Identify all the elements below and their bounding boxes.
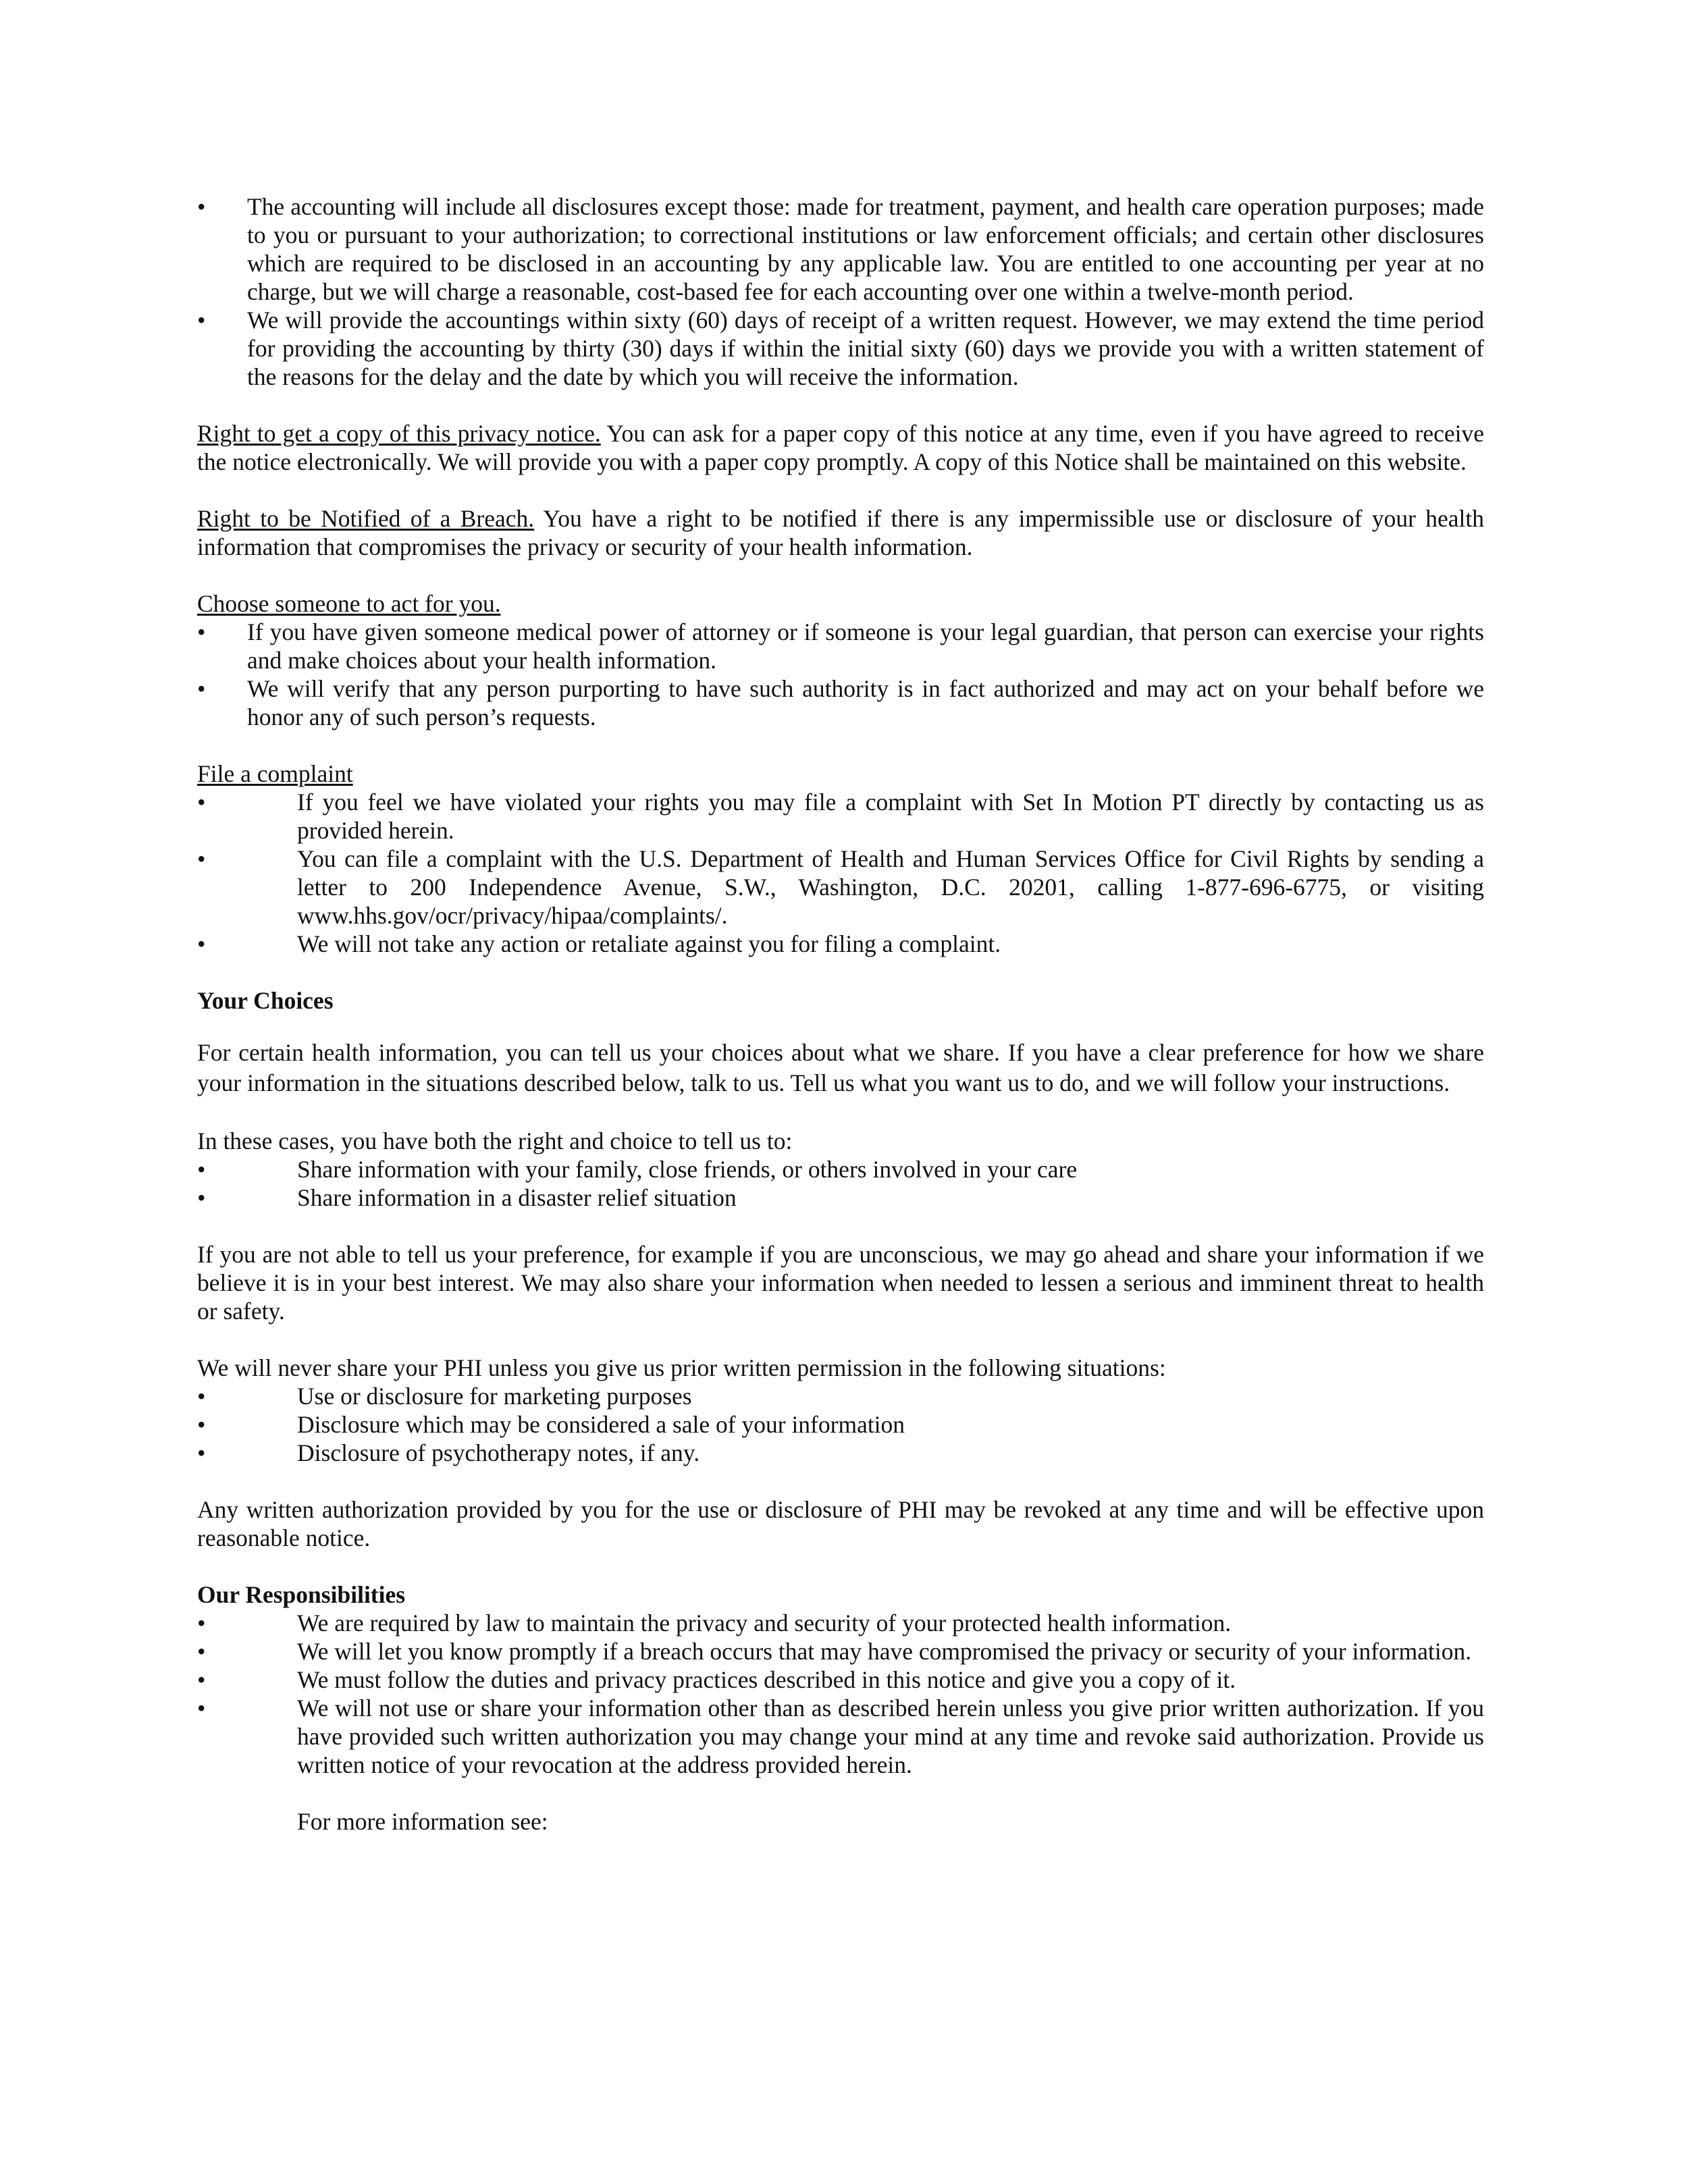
cases-list [197, 1155, 1484, 1212]
copy-notice-text: You can ask for a paper copy of this notice at any time, even if you have agreed to receive the notice electronically. We will provide you with a paper copy promptly. A copy of this Notice shall be maintained on this website. [197, 420, 1484, 475]
copy-notice-heading: Right to get a copy of this privacy notice. [197, 420, 601, 447]
complaint-heading-text: File a complaint [197, 760, 353, 787]
accounting-bullet-list [197, 192, 1484, 391]
your-choices-intro: For certain health information, you can tell us your choices about what we share. If you have a clear preference for how we share your information in the situations described below, talk to us. Tell us what you want us to do, and we will follow your instructions. [197, 1039, 1484, 1096]
complaint-list [197, 788, 1484, 958]
list-item: • We will verify that any person purporting to have such authority is in fact authorized and may act on your behalf before we honor any of such person’s requests. [197, 674, 1484, 731]
list-item: • If you have given someone medical power of attorney or if someone is your legal guardian, that person can exercise your rights and make choices about your health information. [197, 618, 1484, 674]
list-item: • We will not use or share your information other than as described herein unless you give prior written authorization. If you have provided such written authorization you may change your mind at any time and revoke said authorization. Provide us written notice of your revocation at the address provided herein. [197, 1694, 1484, 1779]
responsibilities-list [197, 1609, 1484, 1779]
list-item: • Disclosure of psychotherapy notes, if any. [197, 1439, 1484, 1467]
breach-notice-heading: Right to be Notified of a Breach. [197, 505, 535, 532]
list-item: • The accounting will include all disclosures except those: made for treatment, payment, and health care operation purposes; made to you or pursuant to your authorization; to correctional institutions or law enforcement officials; and certain other disclosures which are required to be disclosed in an accounting by any applicable law. You are entitled to one accounting per year at no charge, but we will charge a reasonable, cost-based fee for each accounting over one within a twelve-month period. [197, 192, 1484, 306]
list-item: • We will let you know promptly if a breach occurs that may have compromised the privacy or security of your information. [197, 1637, 1484, 1666]
your-choices-heading: Your Choices [197, 987, 334, 1014]
more-info-line: For more information see: [297, 1808, 548, 1835]
list-item: • We will not take any action or retaliate against you for filing a complaint. [197, 930, 1484, 958]
choose-someone-list [197, 618, 1484, 731]
choose-someone-heading-text: Choose someone to act for you. [197, 590, 501, 617]
breach-notice-paragraph [197, 504, 1484, 561]
list-item: • If you feel we have violated your rights you may file a complaint with Set In Motion PT directly by contacting us as provided herein. [197, 788, 1484, 845]
privacy-notice-page [197, 192, 1484, 1836]
list-item: • You can file a complaint with the U.S. Department of Health and Human Services Office for Civil Rights by sending a letter to 200 Independence Avenue, S.W., Washington, D.C. 20201, calling 1-877-696-6775, or visiting www.hhs.gov/ocr/privacy/hipaa/complaints/. [197, 845, 1484, 930]
list-item: • Disclosure which may be considered a sale of your information [197, 1410, 1484, 1439]
complaint-heading [197, 760, 1484, 788]
list-item: • Use or disclosure for marketing purposes [197, 1382, 1484, 1410]
list-item: • We are required by law to maintain the privacy and security of your protected health information. [197, 1609, 1484, 1637]
list-item: • Share information with your family, close friends, or others involved in your care [197, 1155, 1484, 1183]
revoke-paragraph: Any written authorization provided by you for the use or disclosure of PHI may be revoked at any time and will be effective upon reasonable notice. [197, 1496, 1484, 1551]
never-list [197, 1382, 1484, 1467]
responsibilities-heading: Our Responsibilities [197, 1581, 406, 1608]
breach-notice-text: You have a right to be notified if there is any impermissible use or disclosure of your health information that compromises the privacy or security of your health information. [197, 505, 1484, 560]
unable-paragraph: If you are not able to tell us your preference, for example if you are unconscious, we may go ahead and share your information if we believe it is in your best interest. We may also share your information when needed to lessen a serious and imminent threat to health or safety. [197, 1241, 1484, 1325]
copy-notice-paragraph [197, 419, 1484, 476]
list-item: • We will provide the accountings within sixty (60) days of receipt of a written request. However, we may extend the time period for providing the accounting by thirty (30) days if within the initial sixty (60) days we provide you with a written statement of the reasons for the delay and the date by which you will receive the information. [197, 306, 1484, 391]
choose-someone-heading [197, 589, 1484, 618]
list-item: • We must follow the duties and privacy practices described in this notice and give you a copy of it. [197, 1666, 1484, 1694]
never-lead: We will never share your PHI unless you give us prior written permission in the following situations: [197, 1354, 1166, 1381]
cases-lead: In these cases, you have both the right and choice to tell us to: [197, 1127, 793, 1154]
list-item: • Share information in a disaster relief situation [197, 1183, 1484, 1212]
